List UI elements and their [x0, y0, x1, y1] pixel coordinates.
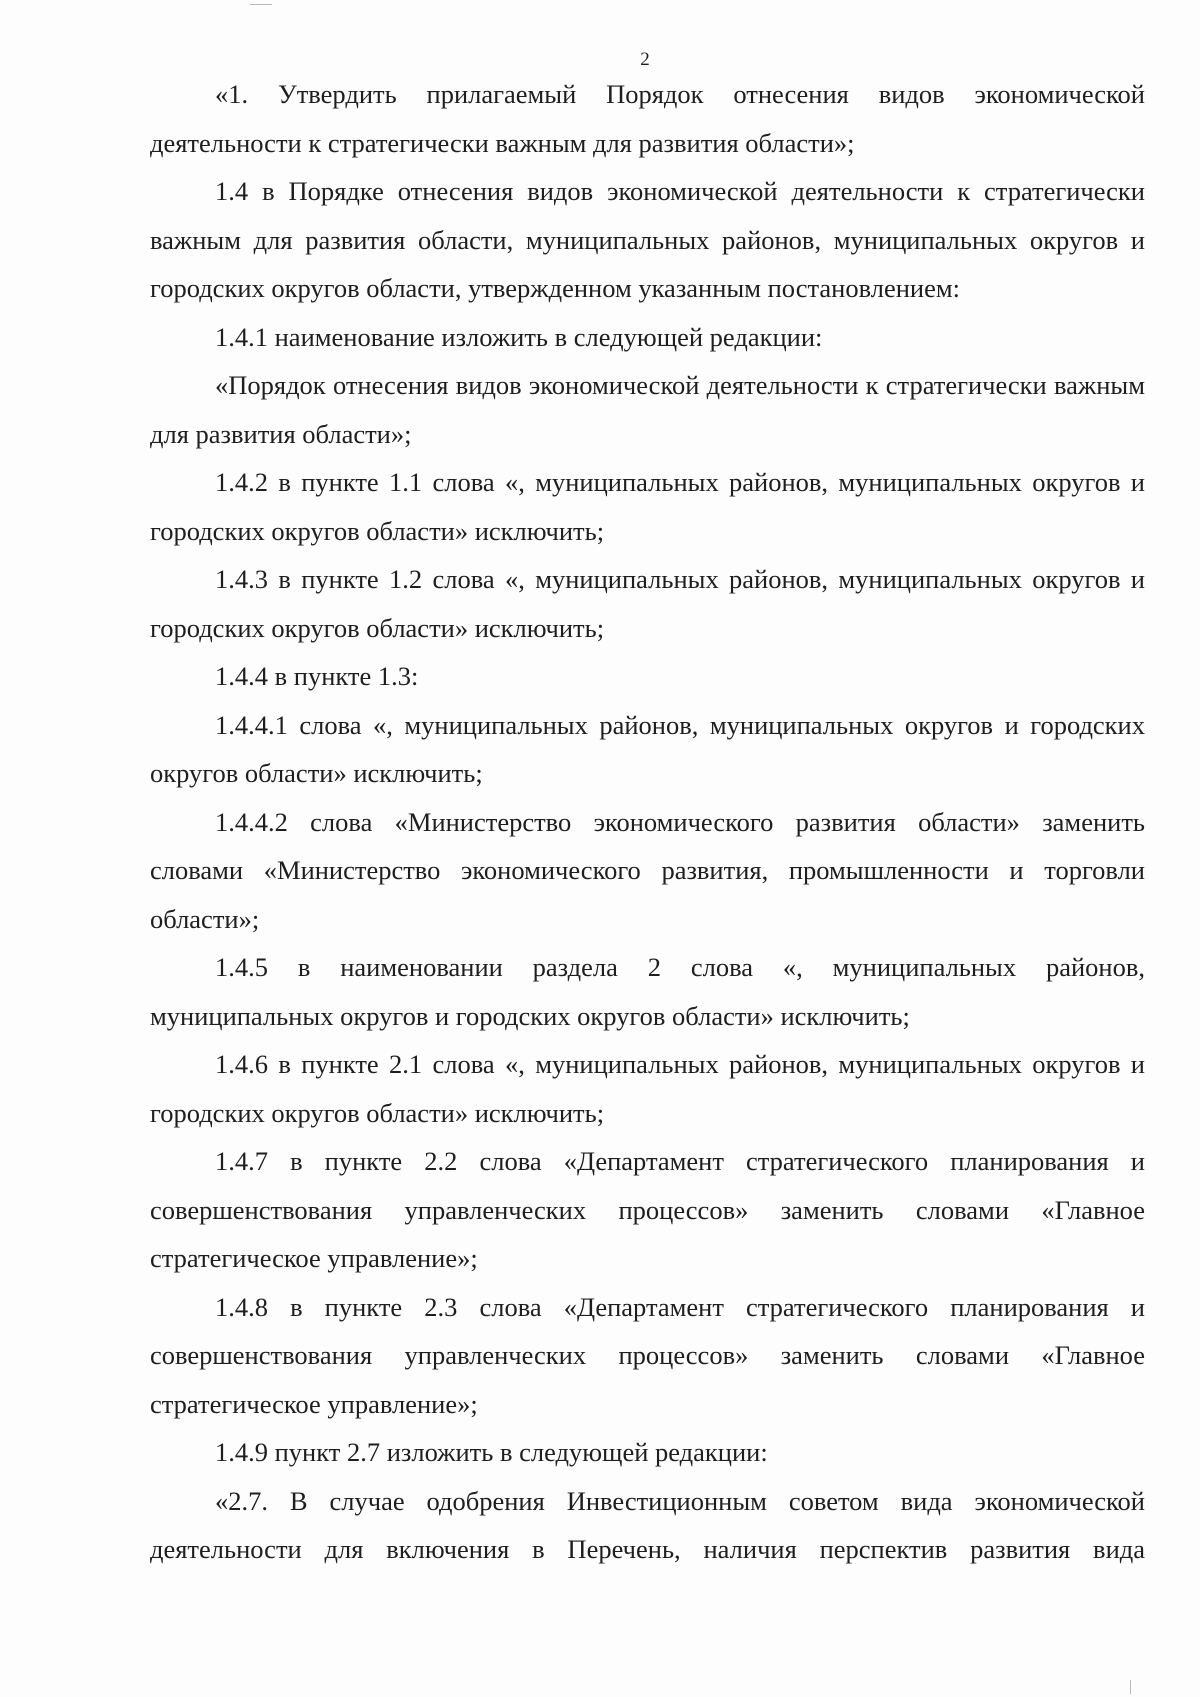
page-number: 2	[640, 49, 650, 70]
scan-artifact-top	[250, 4, 272, 5]
paragraph-4: «Порядок отнесения видов экономической деятельности к стратегически важным для развития области»;	[150, 370, 1145, 449]
document-body	[150, 70, 1145, 1574]
paragraph-15: «2.7. В случае одобрения Инвестиционным советом вида экономической деятельности для включения в Перечень, наличия перспектив развития вида	[150, 1485, 1145, 1564]
paragraph-12: 1.4.7 в пункте 2.2 слова «Департамент стратегического планирования и совершенствования управленческих процессов» заменить словами «Главное стратегическое управление»;	[150, 1146, 1145, 1273]
paragraph-8: 1.4.4.1 слова «, муниципальных районов, муниципальных округов и городских округов области» исключить;	[150, 709, 1145, 788]
paragraph-6: 1.4.3 в пункте 1.2 слова «, муниципальных районов, муниципальных округов и городских округов области» исключить;	[150, 564, 1145, 643]
paragraph-9: 1.4.4.2 слова «Министерство экономического развития области» заменить словами «Министерство экономического развития, промышленности и торговли области»;	[150, 806, 1145, 934]
paragraph-2: 1.4 в Порядке отнесения видов экономической деятельности к стратегически важным для развития области, муниципальных районов, муниципальных округов и городских округов области, утвержденном указанным постановлением:	[150, 176, 1145, 303]
paragraph-11: 1.4.6 в пункте 2.1 слова «, муниципальных районов, муниципальных округов и городских округов области» исключить;	[150, 1049, 1145, 1128]
paragraph-14: 1.4.9 пункт 2.7 изложить в следующей редакции:	[215, 1437, 768, 1467]
paragraph-7: 1.4.4 в пункте 1.3:	[215, 661, 419, 691]
paragraph-1: «1. Утвердить прилагаемый Порядок отнесения видов экономической деятельности к стратегически важным для развития области»;	[150, 79, 1145, 158]
scan-artifact-bottom	[1130, 1680, 1131, 1694]
paragraph-13: 1.4.8 в пункте 2.3 слова «Департамент стратегического планирования и совершенствования управленческих процессов» заменить словами «Главное стратегическое управление»;	[150, 1291, 1145, 1419]
paragraph-10: 1.4.5 в наименовании раздела 2 слова «, муниципальных районов, муниципальных округов и городских округов области» исключить;	[150, 952, 1145, 1031]
paragraph-5: 1.4.2 в пункте 1.1 слова «, муниципальных районов, муниципальных округов и городских округов области» исключить;	[150, 467, 1145, 546]
paragraph-3: 1.4.1 наименование изложить в следующей редакции:	[215, 321, 823, 352]
